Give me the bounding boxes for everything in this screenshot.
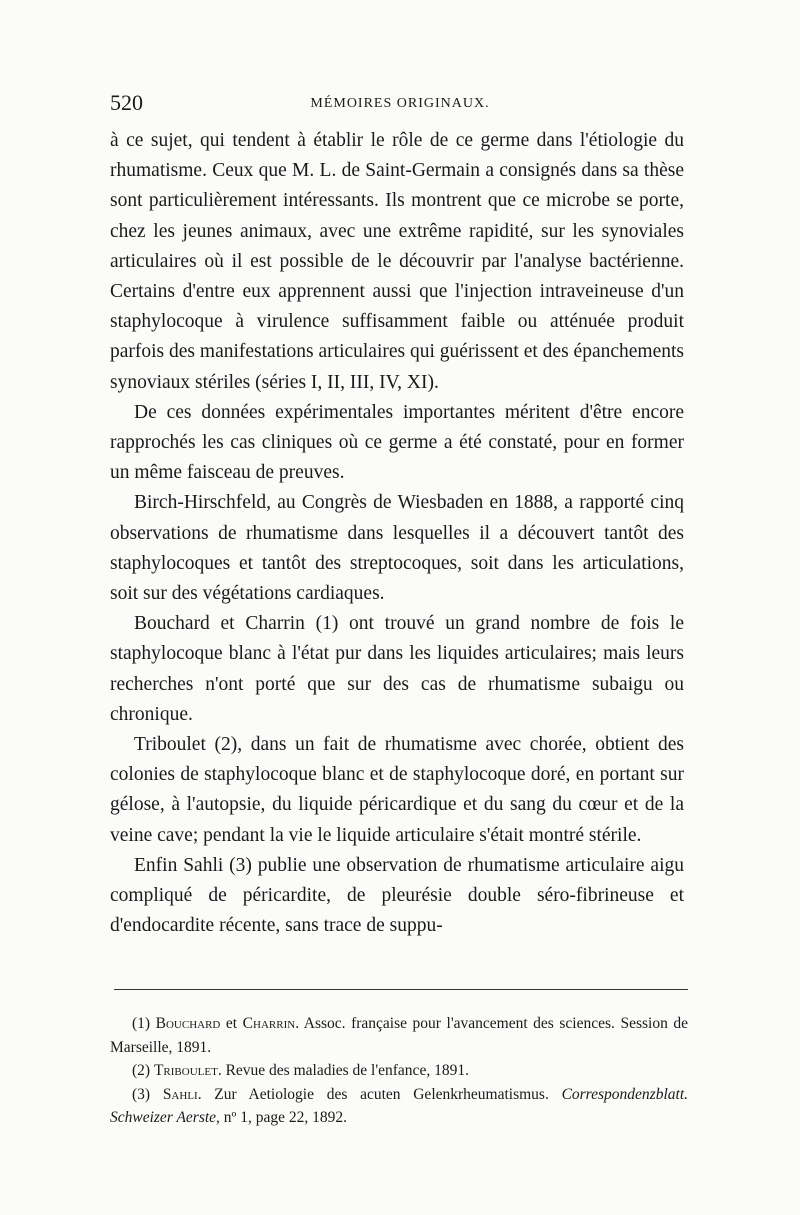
footnote-text: . Revue des maladies de l'enfance, 1891. — [217, 1062, 469, 1079]
footnote-conjunction: et — [220, 1015, 243, 1032]
footnotes — [110, 1012, 688, 1130]
footnote-1 — [110, 1012, 688, 1059]
paragraph: Enfin Sahli (3) publie une observation de rhumatisme articulaire aigu compliqué de péricardite, de pleurésie double séro-fibrineuse et d'endocardite récente, sans trace de suppu- — [110, 854, 684, 937]
footnote-journal: Correspondenzblatt. Schweizer Aerste — [110, 1085, 689, 1126]
paragraph: De ces données expérimentales importantes méritent d'être encore rapprochés les cas cliniques où ce germe a été constaté, pour en former un même faisceau de preuves. — [110, 401, 684, 484]
running-title: MÉMOIRES ORIGINAUX. — [310, 96, 490, 111]
footnote-marker: (1) — [132, 1015, 151, 1032]
footnote-2 — [110, 1059, 688, 1083]
footnote-3 — [110, 1083, 688, 1130]
footnote-text: . Zur Aetiologie des acuten Gelenkrheumatismus. — [197, 1085, 562, 1103]
footnote-separator — [114, 989, 688, 990]
paragraph: Triboulet (2), dans un fait de rhumatisme avec chorée, obtient des colonies de staphylocoque blanc et de staphylocoque doré, en portant sur gélose, à l'autopsie, du liquide péricardique et du sang du cœur et de la veine cave; pendant la vie le liquide articulaire s'était montré stérile. — [110, 734, 684, 846]
footnote-author: Triboulet — [153, 1062, 218, 1079]
page-header — [110, 90, 690, 120]
footnote-marker: (3) — [132, 1085, 151, 1103]
footnote-author: Sahli — [162, 1085, 198, 1103]
footnote-author: Bouchard — [155, 1015, 221, 1032]
page-number: 520 — [110, 90, 143, 115]
footnote-text: . Assoc. française pour l'avancement des sciences. Session de Marseille, 1891. — [110, 1015, 689, 1056]
footnote-text: , nº 1, page 22, 1892. — [216, 1109, 347, 1126]
body-text — [110, 126, 684, 941]
paragraph: à ce sujet, qui tendent à établir le rôle de ce germe dans l'étiologie du rhumatisme. Ceux que M. L. de Saint-Germain a consignés dans sa thèse sont particulièrement intéressants. Ils montrent que ce microbe se porte, chez les jeunes animaux, avec une extrême rapidité, sur les synoviales articulaires où il est possible de le découvrir par l'analyse bactérienne. Certains d'entre eux apprennent aussi que l'injection intraveineuse d'un staphylocoque à virulence suffisamment faible ou atténuée produit parfois des manifestations articulaires qui guérissent et des épanchements synoviaux stériles (séries I, II, III, IV, XI). — [110, 130, 684, 393]
paragraph: Birch-Hirschfeld, au Congrès de Wiesbaden en 1888, a rapporté cinq observations de rhumatisme dans lesquelles il a découvert tantôt des staphylocoques et tantôt des streptocoques, soit dans les articulations, soit sur des végétations cardiaques. — [110, 492, 684, 605]
paragraph: Bouchard et Charrin (1) ont trouvé un grand nombre de fois le staphylocoque blanc à l'état pur dans les liquides articulaires; mais leurs recherches n'ont porté que sur des cas de rhumatisme subaigu ou chronique. — [110, 613, 684, 725]
footnote-author: Charrin — [242, 1015, 296, 1032]
footnote-marker: (2) — [132, 1062, 151, 1079]
